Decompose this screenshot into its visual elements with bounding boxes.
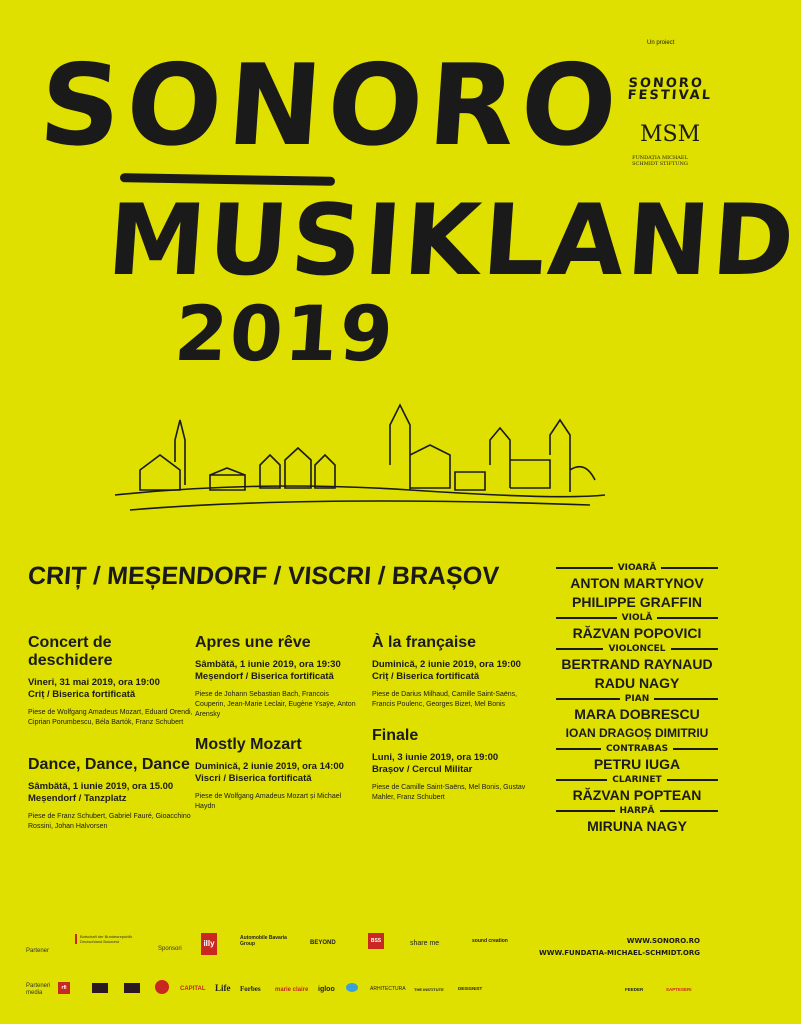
event-title: À la française xyxy=(372,634,477,651)
event-pieces: Piese de Wolfgang Amadeus Mozart, Eduard Orendi, Ciprian Porumbescu, Béla Bartók, Franz Schubert xyxy=(28,709,193,726)
event-place: Viscri / Biserica fortificată xyxy=(195,773,312,784)
project-label: Un proiect xyxy=(647,40,675,46)
illy-logo: illy xyxy=(201,933,217,955)
website-sonoro[interactable]: WWW.SONORO.RO xyxy=(626,937,700,945)
musician-name: MARA DOBRESCU xyxy=(574,706,700,722)
media-logo xyxy=(124,983,140,993)
event-place: Meșendorf / Tanzplatz xyxy=(28,793,127,804)
capital-logo: CAPITAL xyxy=(180,986,206,992)
feeder-logo: FEEDER xyxy=(625,987,644,992)
media-logo xyxy=(346,983,358,992)
musician-name: BERTRAND RAYNAUD xyxy=(561,656,713,672)
event-date: Duminică, 2 iunie 2019, ora 14:00 xyxy=(195,761,344,772)
designist-logo: DESIGNIST xyxy=(458,986,483,991)
event-pieces: Piese de Darius Milhaud, Camille Saint-Saëns, Francis Poulenc, Georges Bizet, Mel Bonis xyxy=(372,691,518,708)
marie-claire-logo: marie claire xyxy=(275,987,309,993)
websites xyxy=(539,935,700,959)
musician-name: MIRUNA NAGY xyxy=(587,818,687,834)
event-title: Apres une rêve xyxy=(195,634,311,651)
title-musikland: MUSIKLAND xyxy=(104,184,801,298)
musician-name: RĂZVAN POPOVICI xyxy=(572,625,702,641)
role-label: HARPĂ xyxy=(556,805,718,817)
life-logo: Life xyxy=(215,983,231,993)
beyond-logo: BEYOND xyxy=(310,940,336,946)
event-pieces: Piese de Franz Schubert, Gabriel Fauré, Gioacchino Rossini, Johan Halvorsen xyxy=(28,813,191,830)
event-finale xyxy=(372,727,537,803)
event-date: Luni, 3 iunie 2019, ora 19:00 xyxy=(372,752,499,763)
media-logo xyxy=(155,980,169,994)
event-place: Criț / Biserica fortificată xyxy=(372,671,480,682)
sound-creation-logo: sound creation xyxy=(472,938,508,944)
event-mozart xyxy=(195,736,360,812)
event-opening xyxy=(28,634,193,728)
role-label: CONTRABAS xyxy=(556,743,718,755)
media-label: Parteneri media xyxy=(26,983,51,996)
media-logo xyxy=(92,983,108,993)
musician-name: RADU NAGY xyxy=(594,675,680,691)
event-date: Sâmbătă, 1 iunie 2019, ora 19:30 xyxy=(195,659,341,670)
musician-name: PHILIPPE GRAFFIN xyxy=(572,594,702,610)
event-apres xyxy=(195,634,360,720)
event-title: Concert de deschidere xyxy=(28,634,113,669)
sapteseri-logo: SAPTESERI xyxy=(666,987,692,992)
title-sonoro: SONORO xyxy=(35,41,627,171)
role-label: PIAN xyxy=(556,693,718,705)
shareme-logo: share me xyxy=(410,940,440,947)
event-title: Finale xyxy=(372,727,419,744)
bmw-logo: Automobile Bavaria Group xyxy=(240,935,287,947)
event-date: Duminică, 2 iunie 2019, ora 19:00 xyxy=(372,659,521,670)
event-place: Criț / Biserica fortificată xyxy=(28,689,136,700)
title-year: 2019 xyxy=(171,289,398,378)
event-pieces: Piese de Wolfgang Amadeus Mozart și Michael Haydn xyxy=(195,793,342,810)
village-skyline-illustration xyxy=(110,400,610,520)
event-place: Brașov / Cercul Militar xyxy=(372,764,473,775)
embassy-logo: Botschaft der Bundesrepublik Deutschland Bukarest xyxy=(75,934,135,944)
musicians-roster xyxy=(556,562,718,836)
role-label: CLARINET xyxy=(556,774,718,786)
event-title: Dance, Dance, Dance xyxy=(28,756,190,773)
musician-name: ANTON MARTYNOV xyxy=(570,575,704,591)
event-pieces: Piese de Camille Saint-Saëns, Mel Bonis, Gustav Mahler, Franz Schubert xyxy=(372,784,526,801)
igloo-logo: igloo xyxy=(318,986,335,993)
partner-label: Partener xyxy=(26,948,50,954)
towns-list: CRIȚ / MEȘENDORF / VISCRI / BRAȘOV xyxy=(27,562,500,590)
event-date: Sâmbătă, 1 iunie 2019, ora 15.00 xyxy=(28,781,174,792)
sonoro-festival-logo: SONORO FESTIVAL xyxy=(627,76,713,103)
website-foundation[interactable]: WWW.FUNDATIA-MICHAEL-SCHMIDT.ORG xyxy=(539,949,700,957)
musician-name: IOAN DRAGOȘ DIMITRIU xyxy=(565,726,709,740)
forbes-logo: Forbes xyxy=(240,985,261,993)
musician-name: PETRU IUGA xyxy=(593,756,681,772)
event-pieces: Piese de Johann Sebastian Bach, Francois Couperin, Jean-Marie Leclair, Eugène Ysaÿe, Anton Arensky xyxy=(195,691,356,718)
foundation-name: FUNDAȚIA MICHAEL SCHMIDT STIFTUNG xyxy=(632,155,688,167)
bss-logo: BSS xyxy=(368,933,384,949)
sponsors-label: Sponsori xyxy=(158,946,182,952)
event-date: Vineri, 31 mai 2019, ora 19:00 xyxy=(28,677,160,688)
msm-logo: MSM xyxy=(640,122,701,147)
rfi-logo: rfi xyxy=(58,982,70,994)
event-dance xyxy=(28,756,193,832)
the-institute-logo: THE INSTITUTE xyxy=(414,987,444,992)
role-label: VIOARĂ xyxy=(556,562,718,574)
role-label: VIOLĂ xyxy=(556,612,718,624)
arhitectura-logo: ARHITECTURA xyxy=(370,986,406,992)
event-title: Mostly Mozart xyxy=(195,736,302,753)
event-francaise xyxy=(372,634,537,710)
musician-name: RĂZVAN POPTEAN xyxy=(572,787,702,803)
event-place: Meșendorf / Biserica fortificată xyxy=(195,671,334,682)
role-label: VIOLONCEL xyxy=(556,643,718,655)
